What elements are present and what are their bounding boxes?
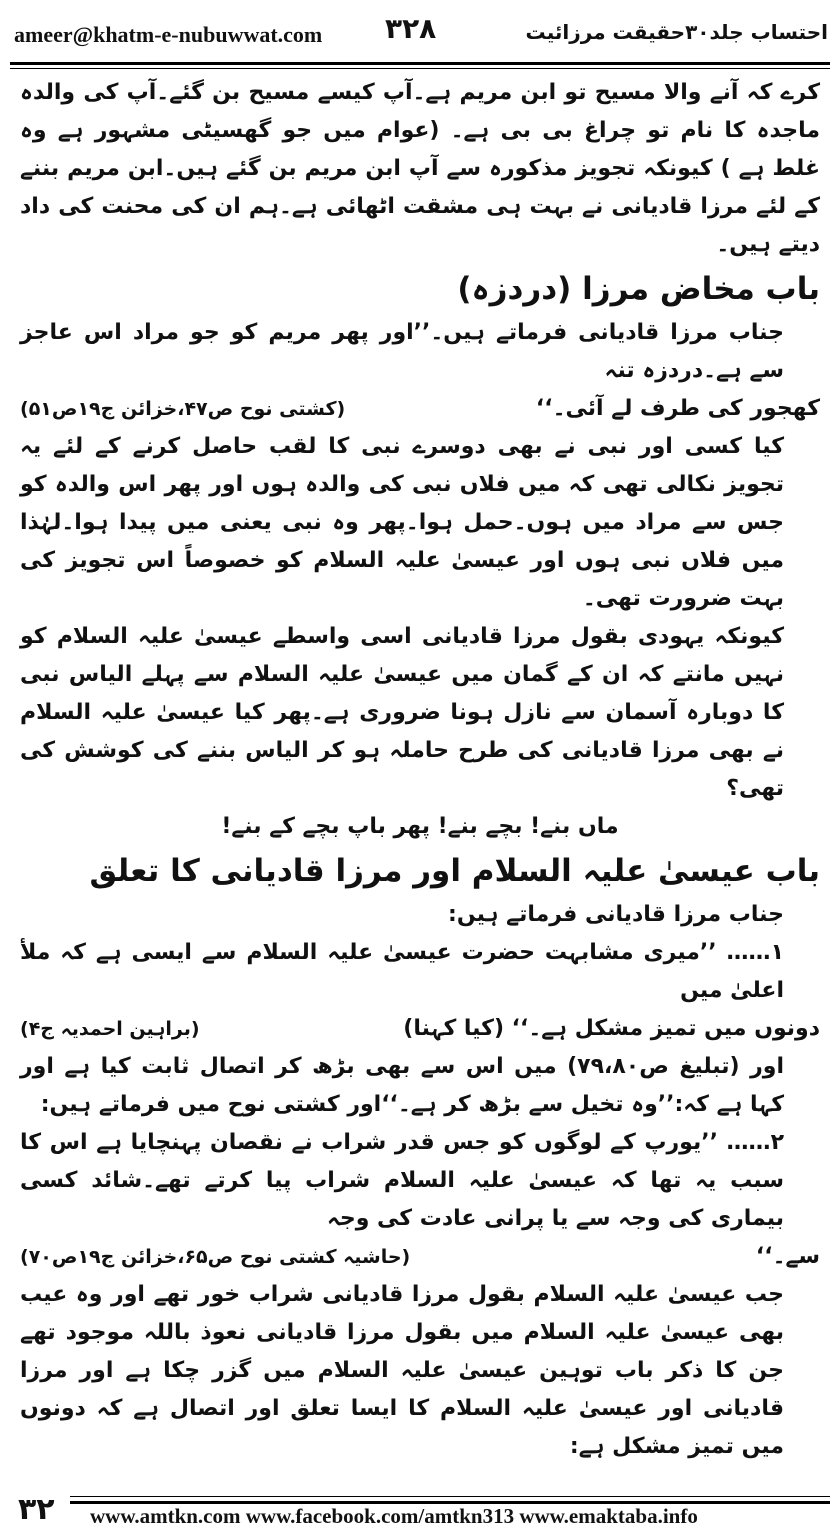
page-header <box>0 0 840 64</box>
paragraph-7: جب عیسیٰ علیہ السلام بقول مرزا قادیانی شراب خور تھے اور وہ عیب بھی عیسیٰ علیہ السلام میں بقول مرزا قادیانی نعوذ باللہ موجود تھے جن کا ذکر باب توہین عیسیٰ علیہ السلام میں گزر چکا ہے اور مرزا قادیانی اور عیسیٰ علیہ السلام کا ایسا تعلق اور اتصال ہے کہ دونوں میں تمیز مشکل ہے: <box>20 1282 784 1459</box>
page-body <box>20 74 820 1474</box>
paragraph-1: کرے کہ آنے والا مسیح تو ابن مریم ہے۔آپ کیسے مسیح بن گئے۔آپ کی والدہ ماجدہ کا نام تو چراغ بی بی ہے۔ (عوام میں جو گھسیٹی مشہور ہے وہ غلط ہے ) کیونکہ تجویز مذکورہ سے آپ ابن مریم بن گئے ہیں۔ابن مریم بننے کے لئے مرزا قادیانی نے بہت ہی مشقت اٹھائی ہے۔ہم ان کی محنت کی داد دیتے ہیں۔ <box>20 80 820 257</box>
quote-2: ۲…… ’’یورپ کے لوگوں کو جس قدر شراب نے نقصان پہنچایا ہے اس کا سبب یہ تھا کہ عیسیٰ علیہ السلام شراب پیا کرتے تھے۔شائد کسی بیماری کی وجہ سے یا پرانی عادت کی وجہ <box>20 1130 784 1231</box>
page-footer <box>0 1492 840 1540</box>
footer-urls: www.amtkn.com www.facebook.com/amtkn313 www.emaktaba.info <box>90 1504 698 1528</box>
paragraph-2-end: کھجور کی طرف لے آئی۔‘‘ <box>535 396 820 421</box>
paragraph-2: جناب مرزا قادیانی فرماتے ہیں۔’’اور پھر مریم کو جو مراد اس عاجز سے ہے۔دردزہ تنہ <box>20 320 784 383</box>
header-rule-thin <box>10 68 830 69</box>
quote-2-end: سے۔‘‘ <box>755 1244 820 1269</box>
header-title: احتساب جلد۳۰حقیقت مرزائیت <box>525 20 828 44</box>
citation-1: (کشتی نوح ص۴۷،خزائن ج۱۹ص۵۱) <box>20 398 346 420</box>
section-heading-2: باب عیسیٰ علیہ السلام اور مرزا قادیانی کا تعلق <box>89 853 820 889</box>
reference-line-3 <box>20 1238 820 1276</box>
citation-3: (حاشیہ کشتی نوح ص۶۵،خزائن ج۱۹ص۷۰) <box>20 1246 411 1268</box>
paragraph-5: جناب مرزا قادیانی فرماتے ہیں: <box>448 902 784 927</box>
center-line: ماں بنے! بچے بنے! پھر باپ بچے کے بنے! <box>221 814 619 839</box>
citation-2: (براہین احمدیہ ج۴) <box>20 1018 200 1040</box>
section-heading-1: باب مخاض مرزا (دردزہ) <box>457 271 820 307</box>
paragraph-4: کیونکہ یہودی بقول مرزا قادیانی اسی واسطے عیسیٰ علیہ السلام کو نہیں مانتے کہ ان کے گمان میں عیسیٰ علیہ السلام سے پہلے الیاس نبی کا دوبارہ آسمان سے نازل ہونا ضروری ہے۔پھر کیا عیسیٰ علیہ السلام نے بھی مرزا قادیانی کی طرح حاملہ ہو کر الیاس بننے کی کوشش کی تھی؟ <box>20 624 784 801</box>
header-page-number: ۳۲۸ <box>385 12 437 45</box>
footer-page-number: ۳۲ <box>18 1492 55 1527</box>
quote-1-end: دونوں میں تمیز مشکل ہے۔‘‘ (کیا کہنا) <box>403 1016 820 1041</box>
reference-line-1 <box>20 390 820 428</box>
header-rule <box>10 62 830 65</box>
paragraph-6: اور (تبلیغ ص۷۹،۸۰) میں اس سے بھی بڑھ کر اتصال ثابت کیا ہے اور کہا ہے کہ:’’وہ تخیل سے بڑھ کر ہے۔‘‘اور کشتی نوح میں فرماتے ہیں: <box>20 1054 784 1117</box>
footer-rule-thin <box>70 1496 830 1497</box>
quote-1: ۱…… ’’میری مشابہت حضرت عیسیٰ علیہ السلام سے ایسی ہے کہ ملأ اعلیٰ میں <box>20 940 784 1003</box>
reference-line-2 <box>20 1010 820 1048</box>
paragraph-3: کیا کسی اور نبی نے بھی دوسرے نبی کا لقب حاصل کرنے کے لئے یہ تجویز نکالی تھی کہ میں فلاں نبی کی والدہ ہوں اور پھر اس والدہ کو جس سے مراد میں ہوں۔حمل ہوا۔پھر وہ نبی یعنی میں پیدا ہوا۔لہٰذا میں فلاں نبی ہوں اور عیسیٰ علیہ السلام کو خصوصاً اس تجویز کی بہت ضرورت تھی۔ <box>20 434 784 611</box>
header-email: ameer@khatm-e-nubuwwat.com <box>14 22 323 47</box>
